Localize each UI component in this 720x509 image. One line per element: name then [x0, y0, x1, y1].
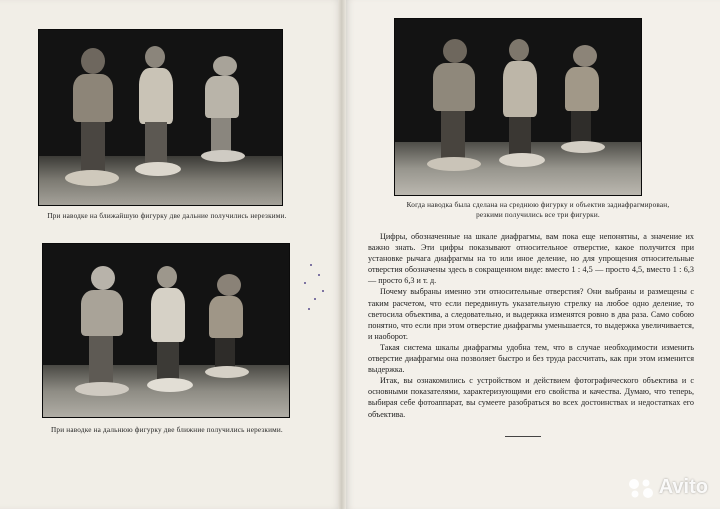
- photo-far-focus: [42, 243, 290, 418]
- book-gutter: [338, 0, 346, 509]
- caption-right-top-line2: резкими получились все три фигурки.: [476, 211, 600, 219]
- paragraph: Такая система шкалы диафрагмы удобна тем, что в случае необходимости изменить отверстие диафрагмы она позволяет быстро и без труда рассчитать, как при этом изменится выдержка.: [368, 342, 694, 375]
- caption-left-top: При наводке на ближайшую фигурку две дальние получились нерезкими.: [47, 212, 287, 220]
- caption-left-bottom: При наводке на дальнюю фигурку две ближние получились нерезкими.: [51, 426, 283, 434]
- paragraph: Цифры, обозначенные на шкале диафрагмы, вам пока еще непонятны, а значение их важно знать. Эти цифры показывают относительное отверстие, какое получится при установке рычага диафрагмы на то или иное деление, но для упрощения относительные отверстия обозначены здесь в сокращенном виде: вместо 1 : 4,5 — просто 4,5, вместо 1 : 6,3 — просто 6,3 и т. д.: [368, 232, 694, 286]
- section-divider: [505, 436, 541, 437]
- paragraph: Итак, вы ознакомились с устройством и действием фотографического объектива и с основными показателями, характеризующими его свойства и качества. Думаю, что теперь, выбирая себе фотоаппарат, вы сумеете разобраться во всех достоинствах и недостатках его объектива.: [368, 376, 694, 419]
- watermark-text: Avito: [658, 476, 708, 498]
- paragraph: Почему выбраны именно эти относительные отверстия? Они выбраны и размещены с таким расчетом, что если передвинуть указательную стрелку на любое одно деление, то светосила объектива, а следовательно, и выдержка изменятся ровно в два раза. Само собою понятно, что если при этом отверстие диафрагмы уменьшается, то выдержка увеличивается, и наоборот.: [368, 287, 694, 341]
- ink-specks: [300, 262, 330, 322]
- photo-near-focus: [38, 29, 283, 206]
- avito-watermark: [627, 476, 708, 499]
- avito-logo-icon: [627, 477, 655, 499]
- body-text: [368, 231, 694, 420]
- caption-right-top-line1: Когда наводка была сделана на среднюю фигурку и объектив задиафрагмирован,: [406, 201, 670, 209]
- photo-all-sharp: [394, 18, 642, 196]
